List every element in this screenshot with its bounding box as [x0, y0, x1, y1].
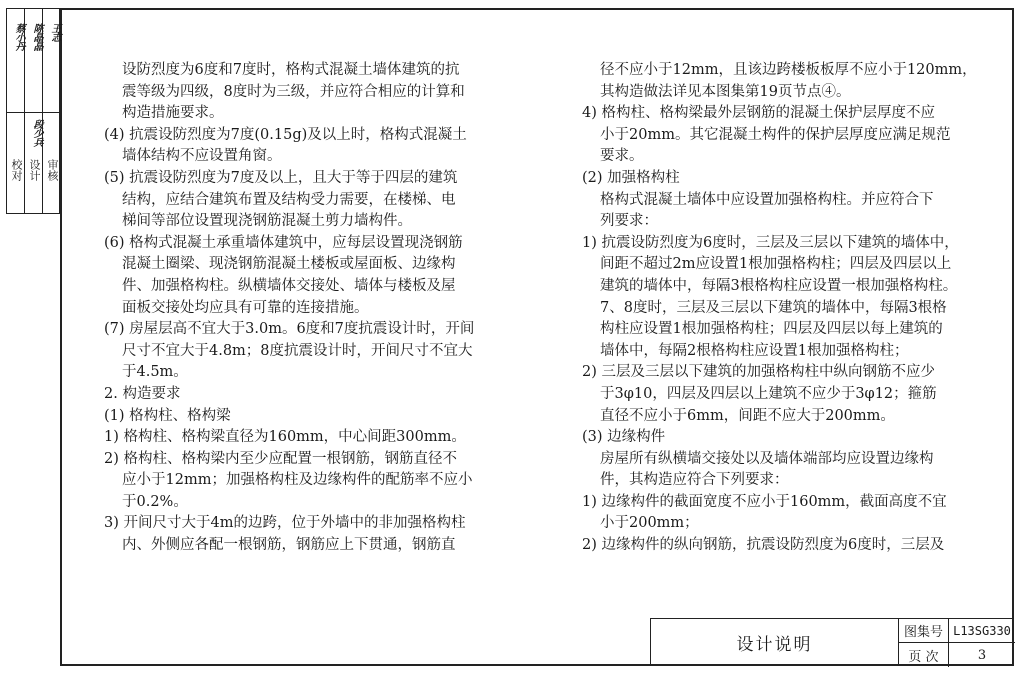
- text-line: 房屋所有纵横墙交接处以及墙体端部均应设置边缘构: [600, 450, 934, 467]
- drawing-title: 设计说明: [651, 619, 899, 666]
- text-line: 面板交接处均应具有可靠的连接措施。: [122, 299, 369, 316]
- text-line: 7、8度时，三层及三层以下建筑的墙体中，每隔3根格: [600, 299, 947, 316]
- text-line: 其构造做法详见本图集第19页节点④。: [600, 83, 851, 100]
- page-number: 3: [977, 647, 987, 663]
- role-label: 审核: [46, 159, 59, 181]
- signature: 陈晶晶: [31, 23, 42, 50]
- text-line: (6) 格构式混凝土承重墙体建筑中，应每层设置现浇钢筋: [104, 234, 463, 251]
- text-line: 内、外侧应各配一根钢筋，钢筋应上下贯通，钢筋直: [122, 537, 456, 554]
- text-line: (7) 房屋层高不宜大于3.0m。6度和7度抗震设计时，开间: [104, 321, 475, 338]
- text-line: 结构，应结合建筑布置及结构受力需要，在楼梯、电: [122, 191, 456, 208]
- text-line: 2) 三层及三层以下建筑的加强格构柱中纵向钢筋不应少: [582, 364, 935, 381]
- text-line: 1) 边缘构件的截面宽度不应小于160mm，截面高度不宜: [582, 493, 947, 510]
- text-line: 于4.5m。: [122, 364, 188, 381]
- text-line: 构柱应设置1根加强格构柱；四层及四层以每上建筑的: [600, 321, 943, 338]
- text-line: 直径不应小于6mm，间距不应大于200mm。: [600, 407, 895, 424]
- text-line: (2) 加强格构柱: [582, 169, 680, 186]
- role-label: 校对: [10, 159, 23, 181]
- text-line: 墙体中，每隔2根格构柱应设置1根加强格构柱；: [600, 342, 909, 359]
- signature: 王志: [49, 23, 60, 41]
- text-line: 2) 边缘构件的纵向钢筋，抗震设防烈度为6度时，三层及: [582, 537, 945, 554]
- text-line: 设防烈度为6度和7度时，格构式混凝土墙体建筑的抗: [122, 62, 460, 78]
- text-line: 列要求：: [600, 213, 658, 230]
- left-text-column: [104, 60, 524, 557]
- text-line: 1) 格构柱、格构梁直径为160mm，中心间距300mm。: [104, 429, 466, 446]
- right-text-column: [582, 60, 1002, 557]
- approval-strip: [6, 8, 60, 214]
- text-line: 梯间等部位设置现浇钢筋混凝土剪力墙构件。: [122, 213, 412, 230]
- text-line: 2) 格构柱、格构梁内至少应配置一根钢筋，钢筋直径不: [104, 450, 457, 467]
- text-line: 尺寸不宜大于4.8m；8度抗震设计时，开间尺寸不宜大: [122, 342, 473, 359]
- text-line: 间距不超过2m应设置1根加强格构柱；四层及四层以上: [600, 256, 952, 273]
- text-line: 件，其构造应符合下列要求：: [600, 472, 789, 489]
- text-line: 2. 构造要求: [104, 385, 181, 402]
- text-line: (5) 抗震设防烈度为7度及以上，且大于等于四层的建筑: [104, 169, 458, 186]
- text-line: 件、加强格构柱。纵横墙体交接处、墙体与楼板及屋: [122, 277, 456, 294]
- text-line: 1) 抗震设防烈度为6度时，三层及三层以下建筑的墙体中，: [582, 234, 959, 251]
- text-line: (3) 边缘构件: [582, 429, 666, 446]
- text-line: 建筑的墙体中，每隔3根格构柱应设置一根加强格构柱。: [600, 277, 958, 294]
- text-line: 4) 格构柱、格构梁最外层钢筋的混凝土保护层厚度不应: [582, 105, 935, 122]
- atlas-number: L13SG330: [949, 619, 1015, 643]
- text-line: 于3φ10，四层及四层以上建筑不应少于3φ12；箍筋: [600, 385, 937, 402]
- text-line: 径不应小于12mm，且该边跨楼板板厚不应小于120mm，: [600, 62, 977, 78]
- text-line: 应小于12mm；加强格构柱及边缘构件的配筋率不应小: [122, 472, 473, 489]
- text-line: 3) 开间尺寸大于4m的边跨，位于外墙中的非加强格构柱: [104, 515, 466, 532]
- signature: 段少兵: [31, 119, 42, 146]
- text-line: (4) 抗震设防烈度为7度(0.15g)及以上时，格构式混凝土: [104, 126, 467, 143]
- text-line: 小于20mm。其它混凝土构件的保护层厚度应满足规范: [600, 126, 951, 143]
- text-line: 要求。: [600, 148, 644, 165]
- text-line: 格构式混凝土墙体中应设置加强格构柱。并应符合下: [600, 191, 934, 208]
- title-block: [650, 618, 1014, 666]
- role-label: 设计: [28, 159, 41, 181]
- text-line: 构造措施要求。: [122, 105, 224, 122]
- text-line: 混凝土圈梁、现浇钢筋混凝土楼板或屋面板、边缘构: [122, 256, 456, 273]
- signature: 蔡小丹: [13, 23, 24, 50]
- text-line: 震等级为四级，8度时为三级，并应符合相应的计算和: [122, 83, 465, 100]
- atlas-label: 图集号: [899, 619, 949, 643]
- text-line: 于0.2%。: [122, 493, 188, 510]
- text-line: (1) 格构柱、格构梁: [104, 407, 231, 424]
- page-label: 页 次: [899, 643, 949, 667]
- text-line: 小于200mm；: [600, 515, 699, 532]
- text-line: 墙体结构不应设置角窗。: [122, 148, 282, 165]
